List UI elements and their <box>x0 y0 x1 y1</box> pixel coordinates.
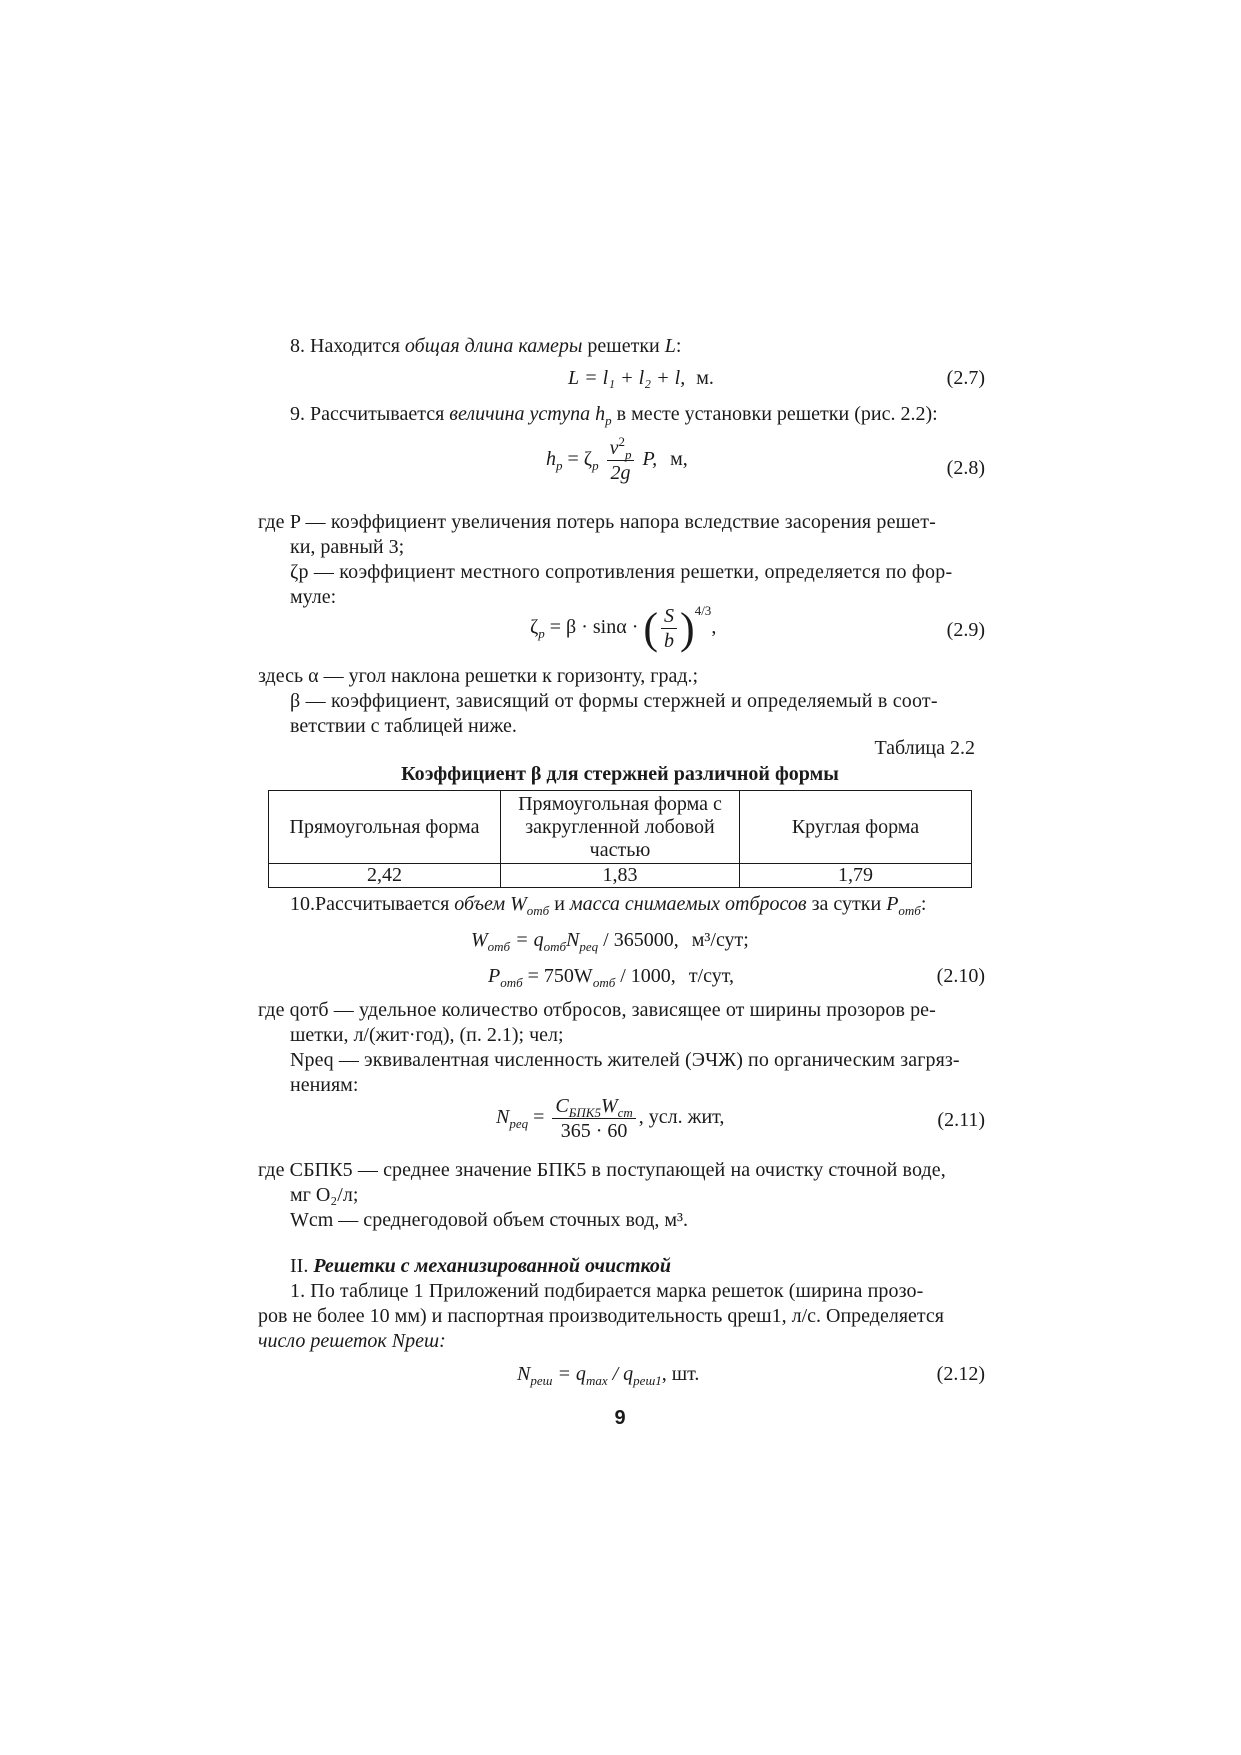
eq-2-9-number: (2.9) <box>946 619 985 641</box>
table-header-cell: Круглая форма <box>740 791 972 864</box>
item-10-suffix: за сутки <box>806 893 887 915</box>
where-q-line1: где qотб — удельное количество отбросов, зависящее от ширины прозоров ре- <box>258 999 936 1021</box>
table-cell: 1,79 <box>740 864 972 888</box>
item-9-emph-sub: p <box>605 413 612 428</box>
eq-2-12-lhs-sub: реш <box>530 1373 553 1388</box>
item-9-paragraph <box>290 402 938 427</box>
table-row <box>269 864 972 888</box>
section-2-title: Решетки с механизированной очисткой <box>313 1255 672 1277</box>
eq-2-11-lhs: N <box>496 1106 510 1129</box>
item-8-paragraph <box>290 334 681 359</box>
eq-2-12-rest: / q <box>607 1363 634 1385</box>
where-beta-line2: ветствии с таблицей ниже. <box>290 715 517 737</box>
table-title: Коэффициент β для стержней различной формы <box>401 763 839 785</box>
item-9-emph: величина уступа h <box>449 403 606 425</box>
table-header-row <box>269 791 972 864</box>
item-10-var: P <box>886 893 899 915</box>
eq-2-10-mid-sub: отб <box>592 975 616 990</box>
eq-2-8-num-sub: p <box>624 447 632 462</box>
eq-2-10-mid: = 750W <box>527 965 593 987</box>
eq-2-7-rhs: = l₁ + l₂ + l, <box>584 367 686 389</box>
eq-2-10-unit: т/сут, <box>688 965 734 987</box>
eq-w-rest: / 365000, <box>598 929 679 951</box>
eq-2-12-mid-sub: max <box>585 1373 608 1388</box>
eq-2-11-fraction <box>552 1094 635 1143</box>
equation-w <box>471 928 749 953</box>
eq-2-9-den: b <box>664 630 675 652</box>
item-8-colon: : <box>675 335 682 357</box>
eq-2-11-den: 365 · 60 <box>560 1120 628 1142</box>
eq-2-12-number: (2.12) <box>936 1363 985 1385</box>
eq-2-11-tail: , усл. жит, <box>638 1106 725 1129</box>
where-zeta-line1: ζp — коэффициент местного сопротивления решетки, определяется по фор- <box>290 561 953 583</box>
item-10-prefix: 10.Рассчитывается <box>290 893 455 915</box>
where-n-line1: Npeq — эквивалентная численность жителей (ЭЧЖ) по органическим загряз- <box>290 1049 960 1071</box>
eq-w-unit: м³/сут; <box>691 929 749 951</box>
item-1-line3: число решеток Nреш: <box>258 1330 446 1352</box>
eq-2-9-left-paren: ( <box>643 604 659 653</box>
item-8-prefix: 8. Находится <box>290 335 405 357</box>
eq-2-8-num: v <box>609 437 619 459</box>
equation-2-7 <box>568 366 714 391</box>
eq-2-9-lhs: ζ <box>530 616 539 639</box>
equation-2-12 <box>517 1362 699 1387</box>
where-c-line2: мг O₂/л; <box>290 1184 359 1206</box>
eq-2-8-lhs: h <box>546 448 556 471</box>
item-10-paragraph <box>290 892 926 917</box>
eq-2-8-zeta-sub: p <box>592 458 599 474</box>
eq-2-11-lhs-sub: peq <box>509 1116 529 1132</box>
eq-2-11-num2: W <box>600 1095 618 1117</box>
eq-2-8-zeta: = ζ <box>567 448 593 471</box>
eq-2-12-tail: , шт. <box>661 1363 700 1385</box>
eq-2-10-lhs: P <box>488 965 501 987</box>
page-number: 9 <box>614 1407 626 1429</box>
eq-w-lhs-sub: отб <box>487 939 511 954</box>
equation-2-10 <box>488 964 734 989</box>
item-8-suffix: решетки <box>582 335 665 357</box>
eq-w-n: N <box>566 929 580 951</box>
eq-2-11-number: (2.11) <box>937 1109 985 1131</box>
eq-2-11-eq: = <box>533 1106 545 1129</box>
item-9-suffix: в месте установки решетки (рис. 2.2): <box>611 403 938 425</box>
where-beta-line1: β — коэффициент, зависящий от формы стержней и определяемый в соот- <box>290 690 938 712</box>
table-header-cell <box>500 791 739 864</box>
eq-2-8-lhs-sub: p <box>556 458 563 474</box>
item-10-emph2: масса снимаемых отбросов <box>569 893 807 915</box>
eq-2-12-lhs: N <box>517 1363 531 1385</box>
table-cell: 1,83 <box>500 864 739 888</box>
where-q-line2: шетки, л/(жит·год), (п. 2.1); чел; <box>290 1024 564 1046</box>
eq-2-9-lhs-sub: p <box>538 626 545 642</box>
eq-2-9-mid: = β · sinα · <box>549 616 639 639</box>
eq-2-11-num: C <box>555 1095 569 1117</box>
item-8-emph: общая длина камеры <box>404 335 583 357</box>
eq-2-10-rest: / 1000, <box>615 965 676 987</box>
eq-2-12-rest-sub: реш1 <box>633 1373 662 1388</box>
eq-w-n-sub: peq <box>579 939 599 954</box>
eq-2-8-den: 2g <box>610 462 631 484</box>
item-8-var: L <box>664 335 676 357</box>
eq-2-11-num2-sub: cm <box>617 1105 633 1120</box>
where-n-line2: нениям: <box>290 1074 359 1096</box>
where-p-line1: где P — коэффициент увеличения потерь напора вследствие засорения решет- <box>258 511 936 533</box>
table-cell: 2,42 <box>269 864 501 888</box>
eq-2-7-lhs: L <box>568 367 580 389</box>
eq-2-8-unit: м, <box>670 448 688 471</box>
eq-w-q-sub: отб <box>543 939 567 954</box>
table-header-line: Прямоугольная форма с <box>518 792 722 815</box>
eq-2-11-num-sub: БПК5 <box>568 1105 601 1120</box>
eq-2-7-number: (2.7) <box>946 367 985 389</box>
eq-2-9-num: S <box>664 605 675 627</box>
eq-2-9-power: 4/3 <box>694 603 712 619</box>
table-label: Таблица 2.2 <box>874 737 975 759</box>
where-p-line2: ки, равный 3; <box>290 536 405 558</box>
table-header-cell: Прямоугольная форма <box>269 791 501 864</box>
eq-w-q: = q <box>515 929 544 951</box>
equation-2-8 <box>546 436 688 485</box>
eq-2-8-num-sup: 2 <box>618 434 625 449</box>
item-10-colon: : <box>920 893 927 915</box>
section-2-num: II. <box>290 1255 314 1277</box>
table-header-line: закругленной лобовой <box>525 815 715 838</box>
where-c-line1: где CБПК5 — среднее значение БПК5 в поступающей на очистку сточной воде, <box>258 1159 946 1181</box>
eq-w-lhs: W <box>471 929 488 951</box>
beta-table <box>268 790 972 888</box>
item-1-line2: ров не более 10 мм) и паспортная производительность qреш1, л/с. Определяется <box>258 1305 944 1327</box>
eq-2-8-tail: P, <box>642 448 658 471</box>
item-9-prefix: 9. Рассчитывается <box>290 403 450 425</box>
eq-2-10-lhs-sub: отб <box>500 975 523 990</box>
where-w: Wcm — среднегодовой объем сточных вод, м³. <box>290 1209 689 1231</box>
eq-2-8-fraction <box>607 436 635 485</box>
item-1-line1: 1. По таблице 1 Приложений подбирается марка решеток (ширина прозо- <box>290 1280 924 1302</box>
equation-2-11 <box>496 1094 724 1143</box>
item-10-var-sub: отб <box>898 903 921 918</box>
table-header-line: частью <box>589 838 651 861</box>
item-10-mid: и <box>549 893 570 915</box>
eq-2-10-number: (2.10) <box>936 965 985 987</box>
eq-2-9-tail: , <box>711 616 717 639</box>
eq-2-8-number: (2.8) <box>946 457 985 479</box>
section-2-heading <box>290 1254 671 1279</box>
where-zeta-line2: муле: <box>290 586 337 608</box>
where-alpha: здесь α — угол наклона решетки к горизонту, град.; <box>258 665 699 687</box>
eq-2-12-mid: = q <box>557 1363 586 1385</box>
equation-2-9 <box>530 604 716 653</box>
item-10-emph1: объем W <box>454 893 527 915</box>
eq-2-9-fraction <box>661 604 677 653</box>
item-10-emph1-sub: отб <box>526 903 550 918</box>
eq-2-9-right-paren: ) <box>680 604 695 653</box>
eq-2-7-unit: м. <box>696 367 714 389</box>
